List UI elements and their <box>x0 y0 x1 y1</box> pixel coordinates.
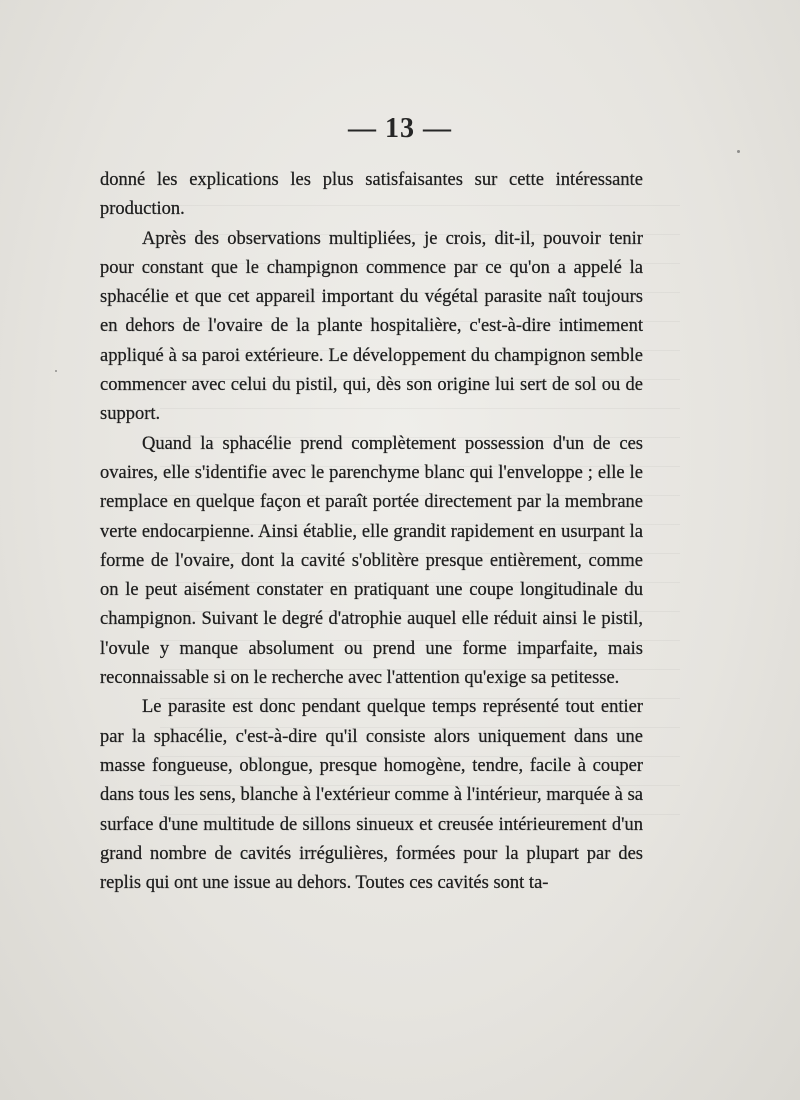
page-number: — 13 — <box>348 113 452 144</box>
paragraph: Quand la sphacélie prend complètement possession d'un de ces ovaires, elle s'identifie avec le parenchyme blanc qui l'enveloppe ; elle le remplace en quelque façon et paraît portée directement par la membrane verte endocarpienne. Ainsi établie, elle grandit rapidement en usurpant la forme de l'ovaire, dont la cavité s'oblitère presque entièrement, comme on le peut aisément constater en pratiquant une coupe longitudinale du champignon. Suivant le degré d'atrophie auquel elle réduit ainsi le pistil, l'ovule y manque absolument ou prend une forme imparfaite, mais reconnaissable si on le recherche avec l'attention qu'exige sa petitesse. <box>100 433 643 689</box>
body-text <box>100 166 643 898</box>
paper-speck <box>55 370 57 372</box>
paragraph: Après des observations multipliées, je crois, dit-il, pouvoir tenir pour constant que le champignon commence par ce qu'on a appelé la sphacélie et que cet appareil important du végétal parasite naît toujours en dehors de l'ovaire de la plante hospitalière, c'est-à-dire intimement appliqué à sa paroi extérieure. Le développement du champignon semble commencer avec celui du pistil, qui, dès son origine lui sert de sol ou de support. <box>100 228 643 425</box>
paper-speck <box>737 150 740 153</box>
paragraph: donné les explications les plus satisfaisantes sur cette intéressante production. <box>100 170 643 220</box>
paragraph: Le parasite est donc pendant quelque temps représenté tout entier par la sphacélie, c'est-à-dire qu'il consiste alors uniquement dans une masse fongueuse, oblongue, presque homogène, tendre, facile à couper dans tous les sens, blanche à l'extérieur comme à l'intérieur, marquée à sa surface d'une multitude de sillons sinueux et creusée intérieurement d'un grand nombre de cavités irrégulières, formées pour la plupart par des replis qui ont une issue au dehors. Toutes ces cavités sont ta- <box>100 697 643 894</box>
